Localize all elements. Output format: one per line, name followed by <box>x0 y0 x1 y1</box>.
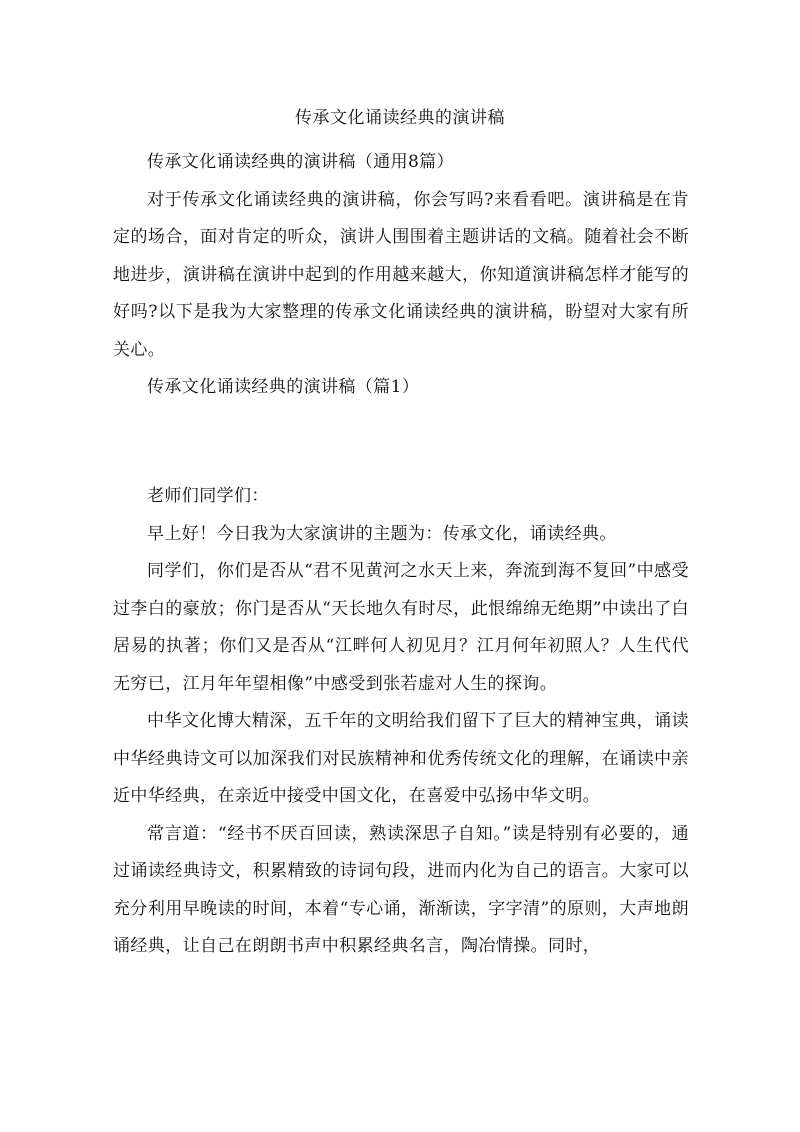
intro-section <box>113 144 689 407</box>
speech-section <box>113 478 689 966</box>
document-title: 传承文化诵读经典的演讲稿 <box>295 108 505 128</box>
intro-paragraph: 对于传承文化诵读经典的演讲稿，你会写吗?来看看吧。演讲稿是在肯定的场合，面对肯定的听众，演讲人围围着主题讲话的文稿。随着社会不断地进步，演讲稿在演讲中起到的作用越来越大，你知道演讲稿怎样才能写的好吗?以下是我为大家整理的传承文化诵读经典的演讲稿，盼望对大家有所关心。 <box>113 189 689 360</box>
reading-paragraph: 常言道：“经书不厌百回读，熟读深思子自知。”读是特别有必要的，通过诵读经典诗文，积累精致的诗词句段，进而内化为自己的语言。大家可以充分利用早晚读的时间，本着“专心诵，渐渐读，字字清”的原则，大声地朗诵经典，让自己在朗朗书声中积累经典名言，陶冶情操。同时， <box>113 823 689 956</box>
salutation-paragraph: 老师们同学们： <box>147 486 269 506</box>
subtitle-paragraph: 传承文化诵读经典的演讲稿（通用8篇） <box>147 152 455 172</box>
greeting-paragraph: 早上好！今日我为大家演讲的主题为：传承文化，诵读经典。 <box>147 523 617 544</box>
section-heading-1: 传承文化诵读经典的演讲稿（篇1） <box>147 377 420 397</box>
culture-paragraph: 中华文化博大精深，五千年的文明给我们留下了巨大的精神宝典，诵读中华经典诗文可以加深我们对民族精神和优秀传统文化的理解，在诵读中亲近中华经典，在亲近中接受中国文化，在喜爱中弘扬中华文明。 <box>113 711 689 806</box>
poetry-paragraph: 同学们，你们是否从“君不见黄河之水天上来，奔流到海不复回”中感受过李白的豪放；你门是否从“天长地久有时尽，此恨绵绵无绝期”中读出了白居易的执著；你们又是否从“江畔何人初见月？江月何年初照人？人生代代无穷已，江月年年望相像”中感受到张若虚对人生的探询。 <box>113 561 689 694</box>
